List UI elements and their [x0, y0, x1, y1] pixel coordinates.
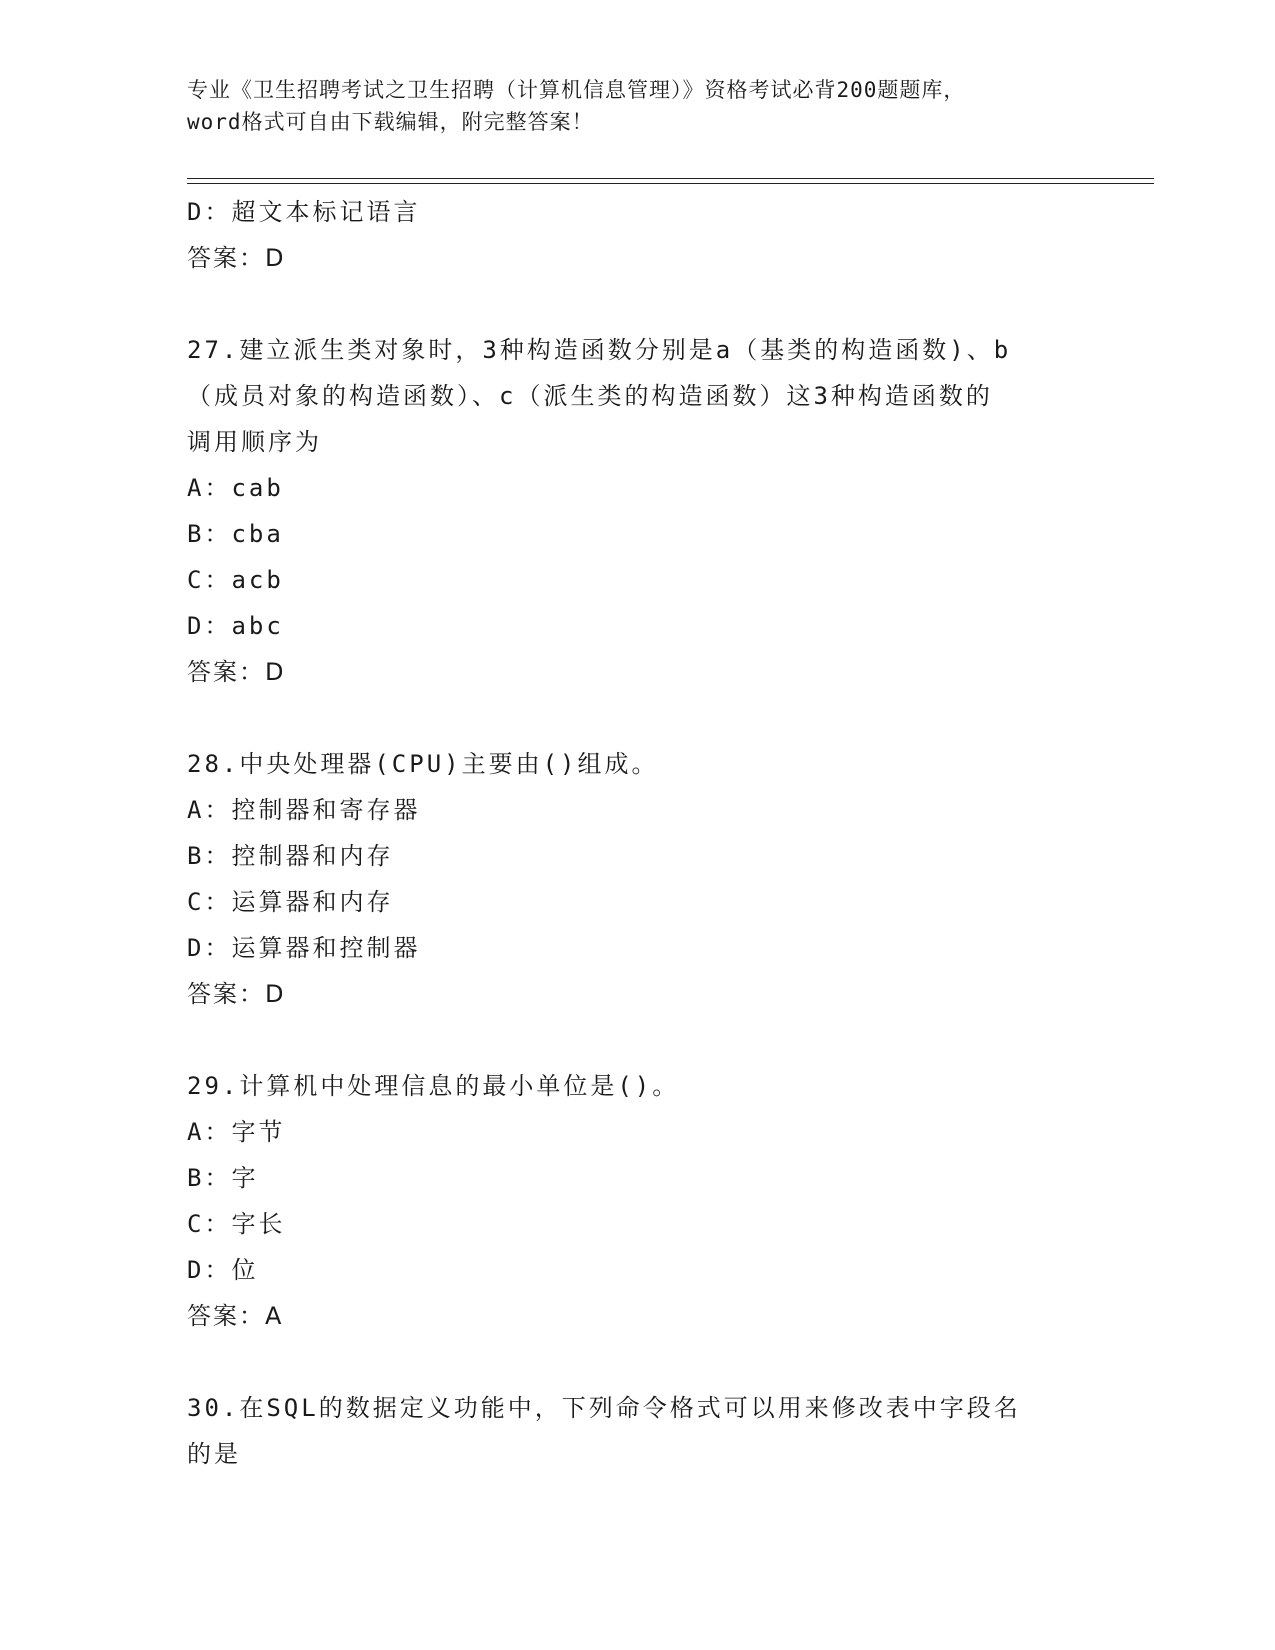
question-stem-line: 29.计算机中处理信息的最小单位是()。: [187, 1072, 680, 1100]
question-spacer: [187, 1339, 1087, 1385]
answer-text: 答案：A: [187, 1302, 284, 1330]
option-c: C：acb: [187, 566, 284, 594]
document-header: [187, 74, 1087, 138]
option-a: A：字节: [187, 1118, 286, 1146]
header-rule-bottom: [187, 183, 1154, 184]
option-a: A：cab: [187, 474, 284, 502]
option-c: C：运算器和内存: [187, 888, 394, 916]
header-title-line-1: 专业《卫生招聘考试之卫生招聘（计算机信息管理）》资格考试必背200题题库，: [187, 78, 966, 102]
option-b: B：cba: [187, 520, 284, 548]
option-c: C：字长: [187, 1210, 286, 1238]
header-rule-top: [187, 178, 1154, 179]
question-stem-line: 30.在SQL的数据定义功能中，下列命令格式可以用来修改表中字段名: [187, 1394, 1021, 1422]
option-d: D：位: [187, 1256, 259, 1284]
option-b: B：字: [187, 1164, 259, 1192]
header-title-line-2: word格式可自由下载编辑，附完整答案！: [187, 110, 594, 134]
question-spacer: [187, 281, 1087, 327]
question-stem-line: 27.建立派生类对象时，3种构造函数分别是a（基类的构造函数)、b: [187, 336, 1012, 364]
question-27: [187, 327, 1087, 695]
option-b: B：控制器和内存: [187, 842, 394, 870]
option-d: D：超文本标记语言: [187, 198, 421, 226]
answer-text: 答案：D: [187, 244, 286, 272]
question-list: [187, 189, 1087, 1477]
question-stem-line: 28.中央处理器(CPU)主要由()组成。: [187, 750, 659, 778]
question-spacer: [187, 1017, 1087, 1063]
answer-text: 答案：D: [187, 980, 286, 1008]
question-29: [187, 1063, 1087, 1339]
question-28: [187, 741, 1087, 1017]
question-spacer: [187, 695, 1087, 741]
question-stem-line: 的是: [187, 1440, 241, 1468]
answer-text: 答案：D: [187, 658, 286, 686]
question-stem-line: （成员对象的构造函数）、c（派生类的构造函数）这3种构造函数的: [187, 382, 993, 410]
question-stem-line: 调用顺序为: [187, 428, 322, 456]
question-30: [187, 1385, 1087, 1477]
option-d: D：运算器和控制器: [187, 934, 421, 962]
option-a: A：控制器和寄存器: [187, 796, 421, 824]
option-d: D：abc: [187, 612, 284, 640]
